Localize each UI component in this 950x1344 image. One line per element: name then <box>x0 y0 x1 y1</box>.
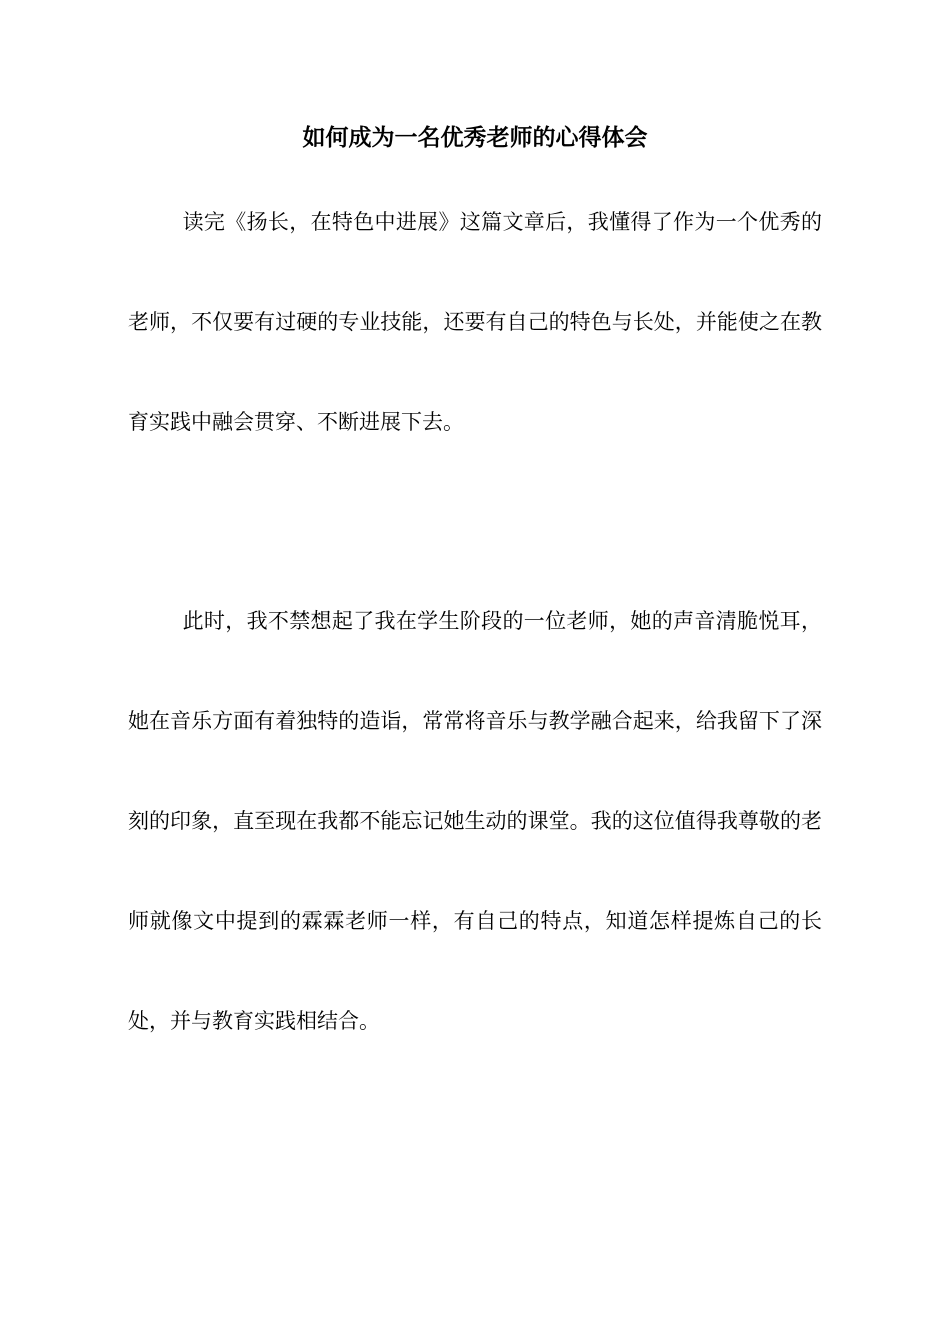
paragraph-2: 此时，我不禁想起了我在学生阶段的一位老师，她的声音清脆悦耳，她在音乐方面有着独特的造诣，常常将音乐与教学融合起来，给我留下了深刻的印象，直至现在我都不能忘记她生动的课堂。我的这位值得我尊敬的老师就像文中提到的霖霖老师一样，有自己的特点，知道怎样提炼自己的长处，并与教育实践相结合。 <box>128 609 822 1033</box>
document-title: 如何成为一名优秀老师的心得体会 <box>302 125 648 151</box>
paragraph-1: 读完《扬长，在特色中进展》这篇文章后，我懂得了作为一个优秀的老师，不仅要有过硬的专业技能，还要有自己的特色与长处，并能使之在教育实践中融会贯穿、不断进展下去。 <box>128 210 822 434</box>
